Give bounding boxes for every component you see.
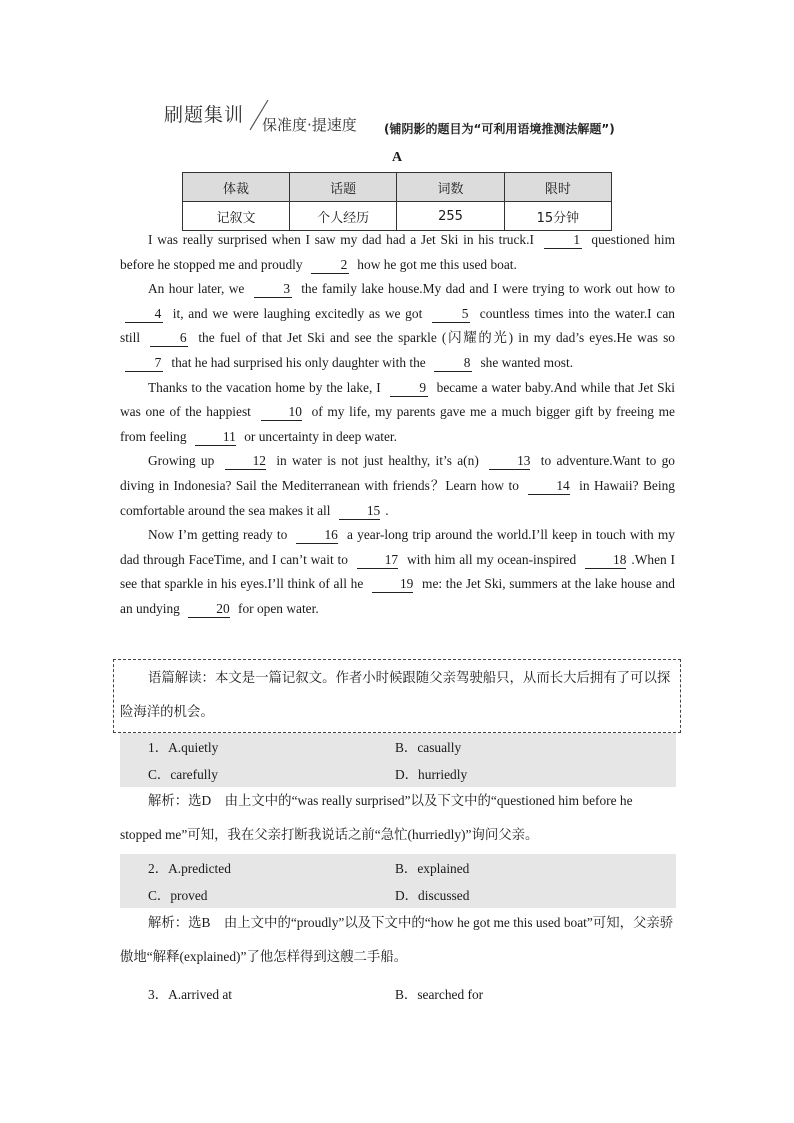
passage-text: questioned him before he stopped me and proudly <box>120 232 675 272</box>
paragraph-5 <box>120 523 675 621</box>
question-2-explanation: 解析：选B 由上文中的“proudly”以及下文中的“how he got me this used boat”可知，父亲骄傲地“解释(explained)”了他怎样得到这艘二手船。 <box>120 915 674 964</box>
blank-11[interactable]: 11 <box>195 429 236 446</box>
table-row <box>183 202 612 231</box>
passage-text: countless times into the water.I can still <box>120 305 675 346</box>
table-cell: 255 <box>397 202 504 231</box>
blank-18[interactable]: 18 <box>585 552 626 569</box>
paragraph-3 <box>120 376 675 450</box>
option-row <box>120 881 676 908</box>
blank-13[interactable]: 13 <box>489 453 530 470</box>
table-cell: 15分钟 <box>504 202 611 231</box>
passage-text: a year-long trip around the world.I’ll keep in touch with my dad through FaceTime, and I can’t wait to <box>120 527 675 567</box>
passage-text: I was really surprised when I saw my dad had a Jet Ski in his truck.I <box>148 232 534 247</box>
option-d[interactable]: D．discussed <box>395 888 470 903</box>
table-cell: 记叙文 <box>183 202 290 231</box>
option-a[interactable]: 3．A.arrived at <box>148 987 233 1002</box>
passage-text: with him all my ocean-inspired <box>406 551 577 567</box>
passage-text: became a water baby.And while that Jet Ski was one of the happiest <box>120 379 675 420</box>
blank-3[interactable]: 3 <box>254 281 292 298</box>
reading-note: 语篇解读：本文是一篇记叙文。作者小时候跟随父亲驾驶船只，从而长大后拥有了可以探险海洋的机会。 <box>120 671 671 720</box>
table-header-cell: 体裁 <box>183 173 290 202</box>
passage-text: in water is not just healthy, it’s a(n) <box>276 453 479 469</box>
blank-17[interactable]: 17 <box>357 552 398 569</box>
option-row <box>120 760 676 787</box>
option-b[interactable]: B．explained <box>395 861 470 876</box>
passage-text: the family lake house.My dad and I were trying to work out how to <box>301 281 675 297</box>
header-subtitle: 保准度·提速度 <box>262 116 357 134</box>
table-cell: 个人经历 <box>290 202 397 231</box>
blank-1[interactable]: 1 <box>544 232 582 249</box>
passage-text: Now I’m getting ready to <box>148 527 288 543</box>
paragraph-1 <box>120 228 675 277</box>
passage-text: of my life, my parents gave me a much bigger gift by freeing me from feeling <box>120 404 675 444</box>
blank-15[interactable]: 15 <box>339 503 380 520</box>
table-header-cell: 话题 <box>290 173 397 202</box>
passage-text: .When I see that sparkle in his eyes.I’ll think of all he <box>120 551 675 592</box>
option-b[interactable]: B．casually <box>395 740 462 755</box>
blank-12[interactable]: 12 <box>225 453 266 470</box>
blank-20[interactable]: 20 <box>188 601 229 618</box>
passage-text: to adventure.Want to go diving in Indonesia? Sail the Mediterranean with friends？Learn how to <box>120 453 675 493</box>
passage-text: she wanted most. <box>480 354 574 370</box>
blank-10[interactable]: 10 <box>261 404 302 421</box>
option-row <box>120 733 676 760</box>
passage-text: for open water. <box>238 600 319 616</box>
header-note: (铺阴影的题目为“可利用语境推测法解题”) <box>384 122 615 136</box>
question-3-options <box>120 980 676 1007</box>
blank-5[interactable]: 5 <box>432 306 470 323</box>
passage-text: the fuel of that Jet Ski and see the sparkle (闪耀的光) in my dad’s eyes.He was so <box>198 330 675 346</box>
table-header-cell: 词数 <box>397 173 504 202</box>
table-header-row <box>183 173 612 202</box>
passage-text: Growing up <box>148 453 215 469</box>
passage-text: that he had surprised his only daughter with the <box>171 354 426 370</box>
blank-4[interactable]: 4 <box>125 306 163 323</box>
blank-8[interactable]: 8 <box>434 355 472 372</box>
cloze-passage <box>120 228 675 622</box>
section-header <box>160 98 680 138</box>
option-c[interactable]: C．carefully <box>148 767 218 782</box>
passage-text: . <box>385 502 389 518</box>
option-d[interactable]: D．hurriedly <box>395 767 468 782</box>
question-1-explanation: 解析：选D 由上文中的“was really surprised”以及下文中的“questioned him before he stopped me”可知，我在父亲打断我说话之前“急忙(hurriedly)”询问父亲。 <box>120 793 633 842</box>
section-letter: A <box>391 150 403 165</box>
passage-text: Thanks to the vacation home by the lake, I <box>148 379 381 395</box>
header-title: 刷题集训 <box>164 104 245 126</box>
blank-7[interactable]: 7 <box>125 355 163 372</box>
blank-19[interactable]: 19 <box>372 576 413 593</box>
blank-14[interactable]: 14 <box>528 478 569 495</box>
paragraph-2 <box>120 277 675 375</box>
option-c[interactable]: C．proved <box>148 888 208 903</box>
blank-16[interactable]: 16 <box>296 527 337 544</box>
blank-2[interactable]: 2 <box>311 257 349 274</box>
option-b[interactable]: B．searched for <box>395 987 484 1002</box>
passage-text: me: the Jet Ski, summers at the lake house and an undying <box>120 576 675 616</box>
passage-text: An hour later, we <box>148 281 245 297</box>
passage-text: how he got me this used boat. <box>357 256 517 272</box>
blank-6[interactable]: 6 <box>150 330 188 347</box>
passage-info-table <box>182 172 612 231</box>
passage-text: it, and we were laughing excitedly as we got <box>172 305 423 321</box>
option-a[interactable]: 2．A.predicted <box>148 861 231 876</box>
table-header-cell: 限时 <box>504 173 611 202</box>
option-a[interactable]: 1．A.quietly <box>148 740 219 755</box>
option-row <box>120 854 676 881</box>
passage-text: in Hawaii? Being comfortable around the sea makes it all <box>120 477 675 518</box>
question-2-options <box>120 854 676 908</box>
blank-9[interactable]: 9 <box>390 380 428 397</box>
question-1-options <box>120 733 676 787</box>
paragraph-4 <box>120 449 675 523</box>
passage-text: or uncertainty in deep water. <box>244 428 398 444</box>
